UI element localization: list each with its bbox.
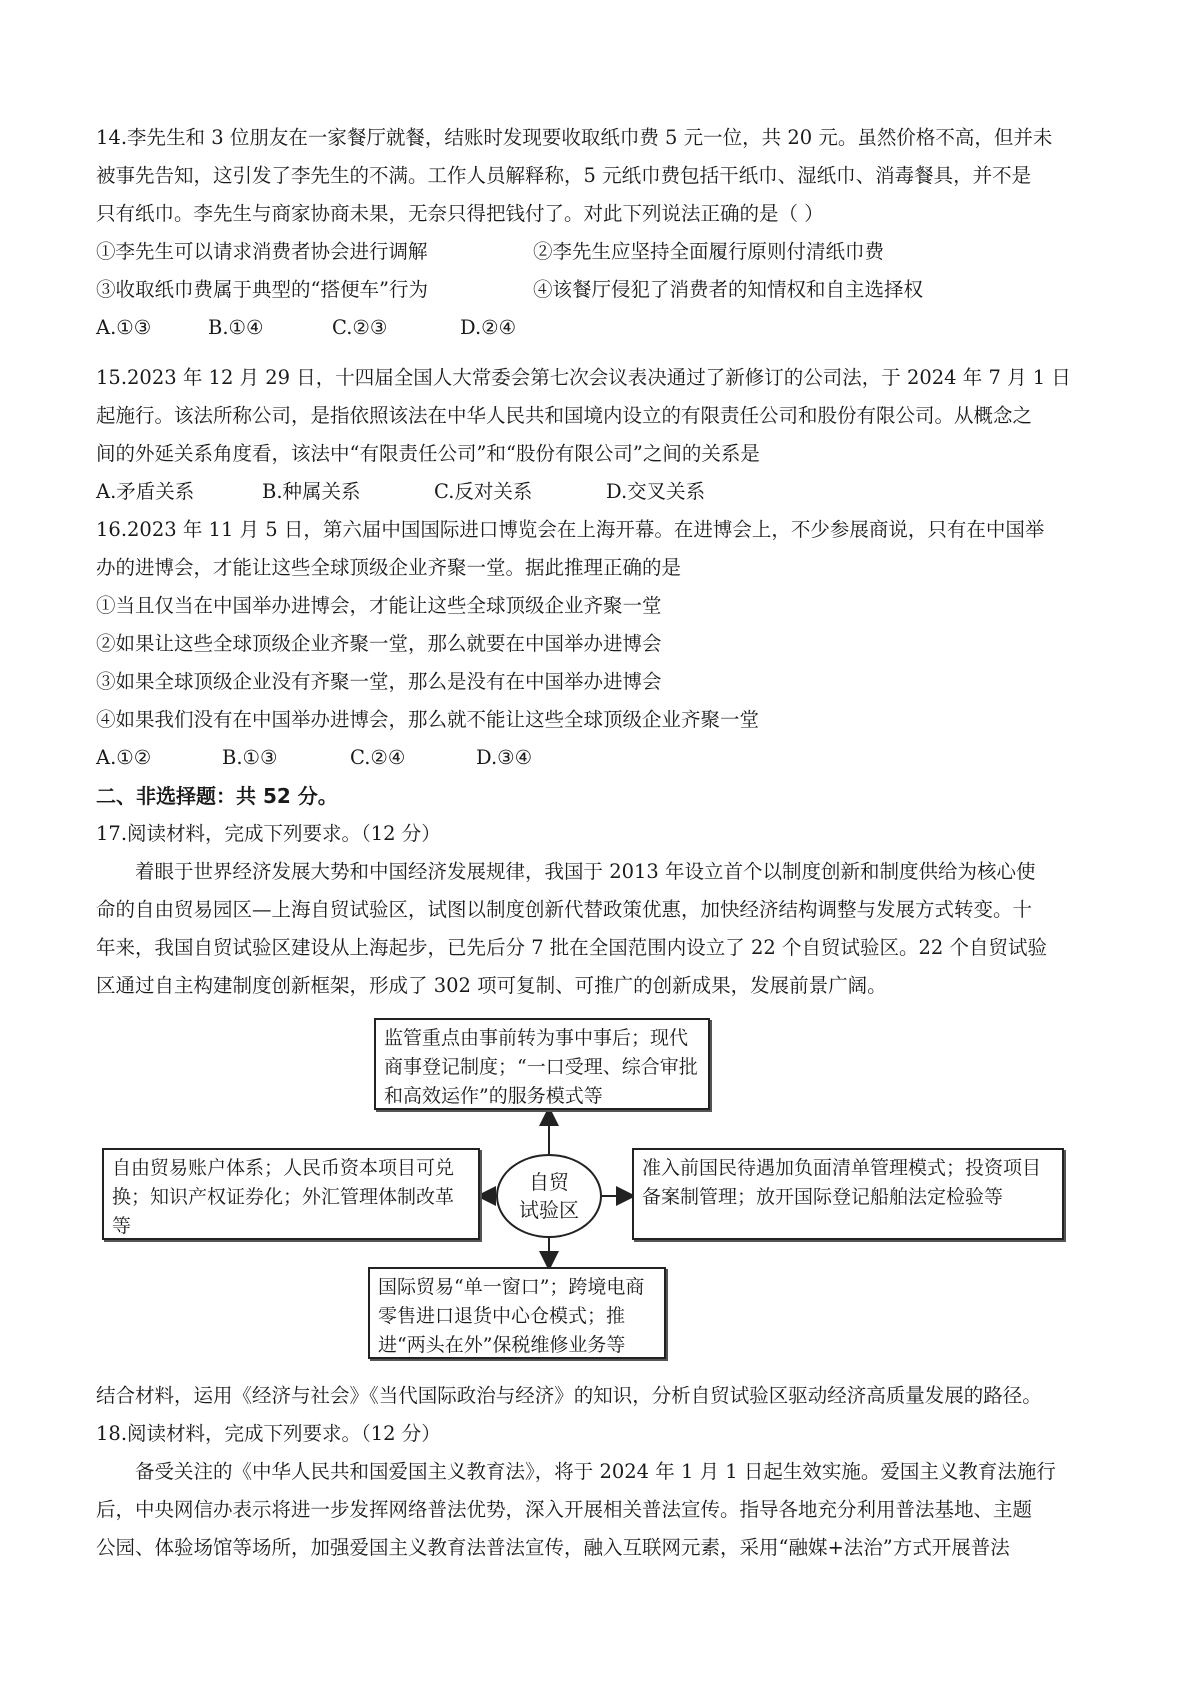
q16-statement-1: ①当且仅当在中国举办进博会，才能让这些全球顶级企业齐聚一堂 <box>96 594 662 617</box>
q17-para-line-1: 着眼于世界经济发展大势和中国经济发展规律，我国于 2013 年设立首个以制度创新和制度供给为核心使 <box>135 860 1036 883</box>
q14-statement-row-2 <box>96 276 1106 304</box>
q16-line-1: 16.2023 年 11 月 5 日，第六届中国国际进口博览会在上海开幕。在进博会上，不少参展商说，只有在中国举 <box>96 518 1045 541</box>
q14-option-b: B.①④ <box>208 316 264 339</box>
q16-option-b: B.①③ <box>222 746 278 769</box>
q14-statement-2: ②李先生应坚持全面履行原则付清纸巾费 <box>533 240 885 263</box>
q14-statement-row-1 <box>96 238 1106 266</box>
q16-option-d: D.③④ <box>476 746 533 769</box>
q16-options <box>96 744 1106 772</box>
q18-title: 18.阅读材料，完成下列要求。（12 分） <box>96 1422 441 1445</box>
center-label-line-2: 试验区 <box>519 1198 579 1222</box>
q17-para-line-3: 年来，我国自贸试验区建设从上海起步，已先后分 7 批在全国范围内设立了 22 个自贸试验区。22 个自贸试验 <box>96 936 1048 959</box>
q15-line-3: 间的外延关系角度看，该法中“有限责任公司”和“股份有限公司”之间的关系是 <box>96 442 760 465</box>
q18-para-line-2: 后，中央网信办表示将进一步发挥网络普法优势，深入开展相关普法宣传。指导各地充分利用普法基地、主题 <box>96 1498 1033 1521</box>
q15-line-2: 起施行。该法所称公司，是指依照该法在中华人民共和国境内设立的有限责任公司和股份有限公司。从概念之 <box>96 404 1033 427</box>
q16-statement-2: ②如果让这些全球顶级企业齐聚一堂，那么就要在中国举办进博会 <box>96 632 662 655</box>
diagram-box-top: 监管重点由事前转为事中事后；现代商事登记制度；“一口受理、综合审批和高效运作”的服务模式等 <box>374 1018 710 1110</box>
q14-line-1: 14.李先生和 3 位朋友在一家餐厅就餐，结账时发现要收取纸巾费 5 元一位，共 20 元。虽然价格不高，但并未 <box>96 126 1053 149</box>
q15-line-1: 15.2023 年 12 月 29 日，十四届全国人大常委会第七次会议表决通过了新修订的公司法，于 2024 年 7 月 1 日 <box>96 366 1071 389</box>
q14-statement-3: ③收取纸巾费属于典型的“搭便车”行为 <box>96 278 428 301</box>
q16-statement-3: ③如果全球顶级企业没有齐聚一堂，那么是没有在中国举办进博会 <box>96 670 662 693</box>
q15-option-d: D.交叉关系 <box>606 480 706 503</box>
q15-option-c: C.反对关系 <box>434 480 533 503</box>
q16-line-2: 办的进博会，才能让这些全球顶级企业齐聚一堂。据此推理正确的是 <box>96 556 682 579</box>
diagram-box-left: 自由贸易账户体系；人民币资本项目可兑换；知识产权证券化；外汇管理体制改革等 <box>102 1148 480 1240</box>
q15-option-b: B.种属关系 <box>262 480 361 503</box>
diagram-box-bottom: 国际贸易“单一窗口”；跨境电商零售进口退货中心仓模式；推进“两头在外”保税维修业务等 <box>368 1267 666 1359</box>
q15-options <box>96 478 1106 506</box>
q14-line-2: 被事先告知，这引发了李先生的不满。工作人员解释称，5 元纸巾费包括干纸巾、湿纸巾、消毒餐具，并不是 <box>96 164 1032 187</box>
q16-option-c: C.②④ <box>350 746 406 769</box>
q16-statement-4: ④如果我们没有在中国举办进博会，那么就不能让这些全球顶级企业齐聚一堂 <box>96 708 760 731</box>
q18-para-line-3: 公园、体验场馆等场所，加强爱国主义教育法普法宣传，融入互联网元素，采用“融媒+法治”方式开展普法 <box>96 1536 1010 1559</box>
q18-para-line-1: 备受关注的《中华人民共和国爱国主义教育法》，将于 2024 年 1 月 1 日起生效实施。爱国主义教育法施行 <box>135 1460 1056 1483</box>
q17-para-line-4: 区通过自主构建制度创新框架，形成了 302 项可复制、可推广的创新成果，发展前景广阔。 <box>96 974 887 997</box>
q14-statement-1: ①李先生可以请求消费者协会进行调解 <box>96 240 428 263</box>
q14-options <box>96 314 1106 342</box>
section-2-heading: 二、非选择题：共 52 分。 <box>96 784 338 808</box>
q17-title: 17.阅读材料，完成下列要求。（12 分） <box>96 822 441 845</box>
q16-option-a: A.①② <box>96 746 152 769</box>
q14-option-d: D.②④ <box>460 316 517 339</box>
diagram-center-node <box>496 1154 602 1238</box>
q14-option-c: C.②③ <box>332 316 388 339</box>
q14-option-a: A.①③ <box>96 316 152 339</box>
center-label-line-1: 自贸 <box>529 1170 569 1194</box>
q15-option-a: A.矛盾关系 <box>96 480 195 503</box>
q14-line-3: 只有纸巾。李先生与商家协商未果，无奈只得把钱付了。对此下列说法正确的是（ ） <box>96 202 824 225</box>
q17-question: 结合材料，运用《经济与社会》《当代国际政治与经济》的知识，分析自贸试验区驱动经济高质量发展的路径。 <box>96 1384 1042 1407</box>
diagram-box-right: 准入前国民待遇加负面清单管理模式；投资项目备案制管理；放开国际登记船舶法定检验等 <box>632 1148 1064 1240</box>
free-trade-zone-diagram <box>100 1010 1042 1365</box>
q14-statement-4: ④该餐厅侵犯了消费者的知情权和自主选择权 <box>533 278 924 301</box>
q17-para-line-2: 命的自由贸易园区—上海自贸试验区，试图以制度创新代替政策优惠，加快经济结构调整与发展方式转变。十 <box>96 898 1033 921</box>
